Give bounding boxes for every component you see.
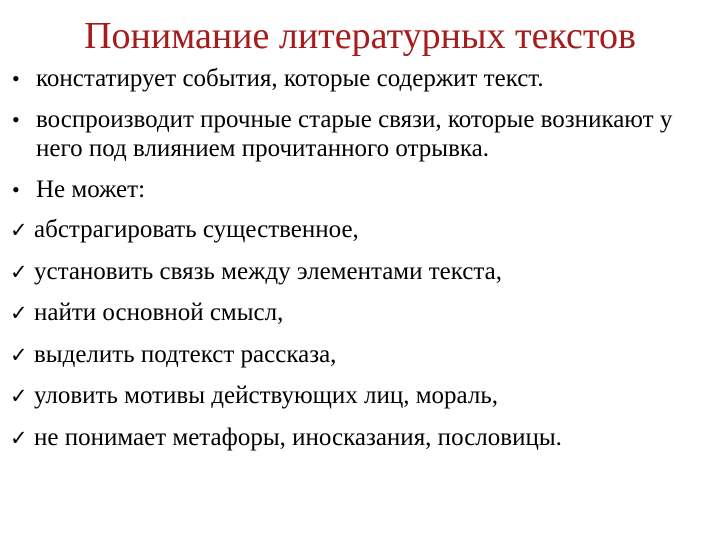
bullet-dot-icon: • xyxy=(12,176,20,202)
checklist-text: выделить подтекст рассказа, xyxy=(34,340,337,368)
checkmark-icon: ✓ xyxy=(10,301,28,325)
checklist-item xyxy=(10,257,710,287)
checklist-item xyxy=(10,298,710,328)
checklist-item xyxy=(10,423,710,453)
checklist-text: абстрагировать существенное, xyxy=(34,216,359,243)
bullet-text: констатирует события, которые содержит текст. xyxy=(36,65,544,92)
checklist-text: установить связь между элементами текста, xyxy=(34,257,502,285)
slide-title: Понимание литературных текстов xyxy=(84,15,636,57)
bullet-item xyxy=(10,105,710,164)
bullet-dot-icon: • xyxy=(12,106,20,132)
slide-body xyxy=(10,64,710,464)
bullet-text: Не может: xyxy=(36,175,146,203)
checklist-text: не понимает метафоры, иносказания, пословицы. xyxy=(34,423,562,451)
checklist-text: найти основной смысл, xyxy=(34,299,284,326)
checkmark-icon: ✓ xyxy=(10,425,28,450)
checkmark-icon: ✓ xyxy=(10,342,28,367)
checkmark-icon: ✓ xyxy=(10,259,28,284)
checklist-item xyxy=(10,215,710,245)
bullet-dot-icon: • xyxy=(12,66,20,91)
bullet-text: воспроизводит прочные старые связи, которые возникают у него под влиянием прочитанного отрывка. xyxy=(36,105,673,162)
checklist-item xyxy=(10,381,710,411)
checklist-item xyxy=(10,340,710,370)
checklist-text: уловить мотивы действующих лиц, мораль, xyxy=(34,382,499,409)
bullet-item xyxy=(10,64,710,94)
checkmark-icon: ✓ xyxy=(10,218,28,242)
bullet-item xyxy=(10,175,710,205)
checkmark-icon: ✓ xyxy=(10,384,28,408)
